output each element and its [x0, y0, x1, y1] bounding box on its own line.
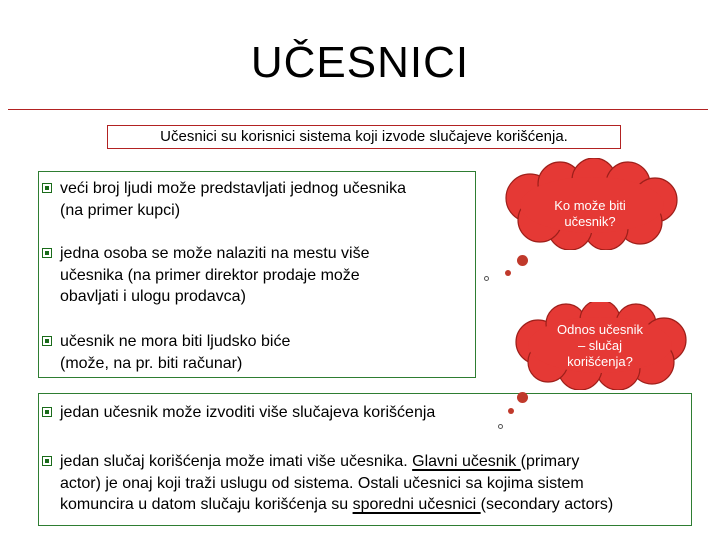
- bullet-text: veći broj ljudi može predstavljati jednog učesnika: [60, 180, 406, 197]
- thought-dot: [498, 424, 503, 429]
- bullet-item-1: [60, 178, 406, 221]
- cloud-text: [500, 322, 700, 370]
- checkbox-bullet-icon: [42, 456, 52, 466]
- title-divider: [8, 109, 708, 110]
- bullet-text: učesnika (na primer direktor prodaje može: [60, 266, 360, 284]
- thought-dot: [505, 270, 511, 276]
- bullet-text: (može, na pr. biti računar): [60, 354, 243, 372]
- thought-dot: [508, 408, 514, 414]
- thought-cloud-2: [500, 302, 700, 390]
- bullet-text-part: komuncira u datom slučaju korišćenja su: [60, 496, 353, 513]
- thought-dot: [517, 392, 528, 403]
- bullet-text: (na primer kupci): [60, 201, 181, 219]
- cloud-text-line: Odnos učesnik: [557, 322, 643, 337]
- bullet-text: jedna osoba se može nalaziti na mestu više: [60, 245, 370, 262]
- checkbox-bullet-icon: [42, 248, 52, 258]
- checkbox-bullet-icon: [42, 183, 52, 193]
- thought-dot: [484, 276, 489, 281]
- term-primary-actor: Glavni učesnik: [412, 453, 521, 470]
- checkbox-bullet-icon: [42, 336, 52, 346]
- bullet-text-part: jedan slučaj korišćenja može imati više učesnika.: [60, 453, 413, 470]
- bullet-text: actor) je onaj koji traži uslugu od sistema. Ostali učesnici sa kojima sistem: [60, 474, 584, 492]
- bullet-text: jedan učesnik može izvoditi više slučajeva korišćenja: [60, 404, 436, 421]
- cloud-text-line: Ko može biti: [554, 198, 626, 213]
- bullet-text: obavljati i ulogu prodavca): [60, 288, 246, 305]
- bullet-text: [60, 494, 685, 516]
- bullet-text: učesnik ne mora biti ljudsko biće: [60, 333, 291, 350]
- thought-dot: [517, 255, 528, 266]
- bullet-item-5: [60, 451, 685, 516]
- thought-cloud-1: [490, 158, 690, 250]
- term-secondary-actor: sporedni učesnici: [352, 496, 481, 513]
- cloud-text-line: korišćenja?: [567, 354, 633, 369]
- cloud-text-line: učesnik?: [564, 214, 616, 229]
- definition-box: Učesnici su korisnici sistema koji izvode slučajeve korišćenja.: [107, 125, 621, 149]
- checkbox-bullet-icon: [42, 407, 52, 417]
- bullet-item-2: [60, 243, 370, 308]
- cloud-text: [490, 198, 690, 230]
- bullet-text: [60, 451, 685, 473]
- bullet-item-4: [60, 402, 435, 424]
- cloud-text-line: – slučaj: [577, 338, 623, 353]
- bullet-item-3: [60, 331, 290, 374]
- bullet-text-part: (secondary actors): [480, 496, 614, 513]
- bullet-text-part: (primary: [520, 453, 580, 470]
- slide-title: UČESNICI: [250, 38, 470, 87]
